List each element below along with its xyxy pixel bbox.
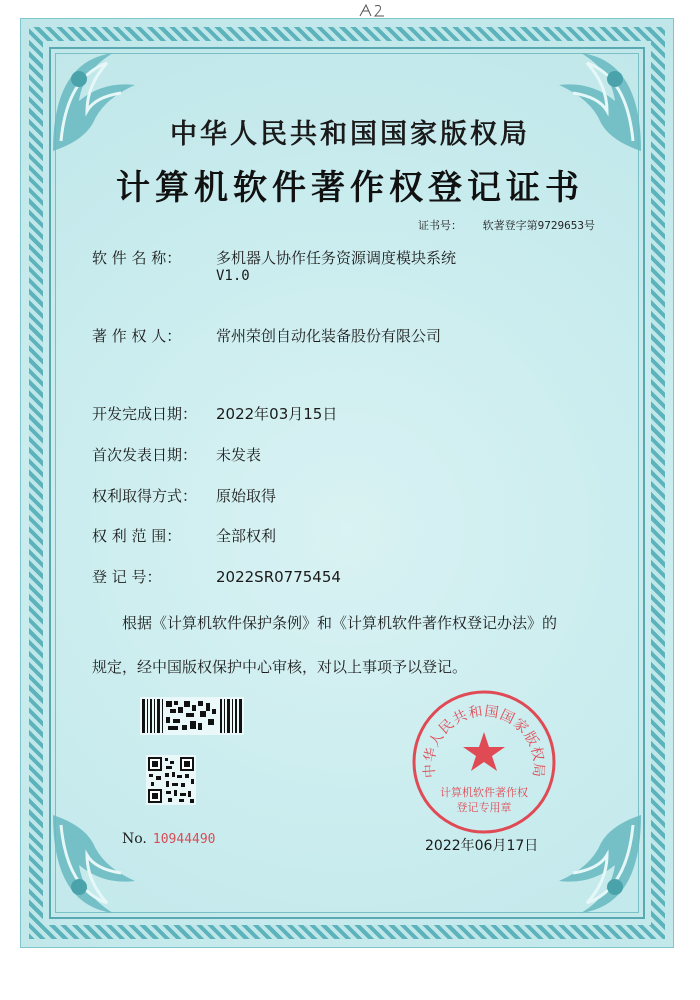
field-label: 软 件 名 称： [92,249,182,267]
field-label: 权利取得方式： [92,487,198,505]
seal-center-line-1: 计算机软件著作权 [440,786,528,799]
serial-prefix: No. [122,831,147,847]
serial-value: 10944490 [152,832,216,847]
certificate-title: 计算机软件著作权登记证书 [116,168,584,208]
field-label: 权 利 范 围： [92,527,182,545]
field-completion-date [92,403,337,424]
field-label: 首次发表日期： [92,446,198,464]
qr-code [146,755,196,805]
field-value: 2022年03月15日 [216,405,338,423]
field-label: 登 记 号： [92,568,162,586]
field-software-name [92,247,456,284]
field-first-publication [92,444,261,465]
official-seal [410,688,558,836]
certificate [20,18,674,948]
field-label: 开发完成日期： [92,405,198,423]
seal-ring-text: 中华人民共和国国家版权局 [421,703,547,779]
field-value: 全部权利 [216,527,277,545]
statement-line-2: 规定，经中国版权保护中心审核，对以上事项予以登记。 [92,658,468,676]
field-value: 多机器人协作任务资源调度模块系统 [216,249,457,267]
certificate-number [418,217,595,233]
seal-center-line-2: 登记专用章 [456,801,512,814]
software-version: V1.0 [216,268,250,284]
issue-date: 2022年06月17日 [425,838,539,854]
corner-ornament-bottom-left [43,805,163,925]
statement-line-1: 根据《计算机软件保护条例》和《计算机软件著作权登记办法》的 [122,614,558,632]
serial-number [122,831,216,847]
field-label: 著 作 权 人： [92,327,182,345]
handwritten-mark [358,2,388,18]
certificate-number-value: 软著登字第9729653号 [482,219,595,232]
field-registration-number [92,566,341,587]
field-copyright-owner [92,325,441,346]
barcode [140,697,244,735]
field-value: 未发表 [216,446,262,464]
certificate-number-label: 证书号： [418,219,462,232]
field-acquisition-method [92,485,276,506]
field-value: 常州荣创自动化装备股份有限公司 [216,327,442,345]
field-value: 原始取得 [216,487,277,505]
issuer-title: 中华人民共和国国家版权局 [170,119,530,150]
field-value: 2022SR0775454 [216,568,341,586]
field-scope-of-rights [92,525,276,546]
